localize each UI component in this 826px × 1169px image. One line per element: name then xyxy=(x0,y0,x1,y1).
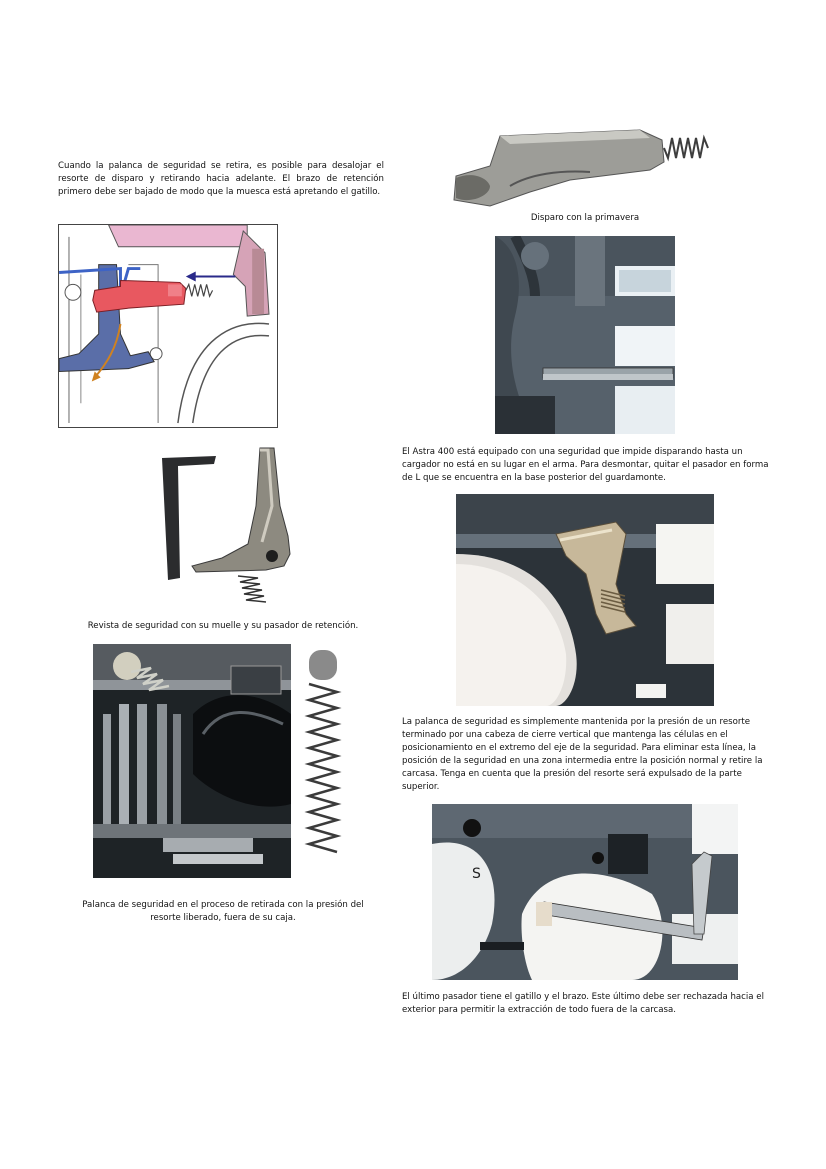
safety-lever-removal-photo xyxy=(93,644,353,878)
astra-400-description: El Astra 400 está equipado con una seguridad que impide disparando hasta un cargador no está en su lugar en el arma. Para desmontar, quitar el pasador en forma de L que se encuentra en la base posterior del guardamonte. xyxy=(402,447,769,483)
diagram-drawing xyxy=(59,225,277,427)
trigger-spring-image xyxy=(450,126,720,210)
safety-parts-image xyxy=(156,446,294,606)
astra-400-image xyxy=(495,236,675,434)
trigger-spring-photo xyxy=(450,126,720,210)
intro-paragraph: Cuando la palanca de seguridad se retira, es posible para desalojar el resorte de disparo y retirando hacia adelante. El brazo de retención primero debe ser bajado de modo que la muesca está apretando el gatillo. xyxy=(58,161,384,197)
safety-mechanism-diagram xyxy=(58,224,278,428)
astra-400-photo xyxy=(495,236,675,434)
caption-safety-magazine: Revista de seguridad con su muelle y su pasador de retención. xyxy=(87,621,359,631)
last-pin-description: El último pasador tiene el gatillo y el brazo. Este último debe ser rechazada hacia el exterior para permitir la extracción de todo fuera de la carcasa. xyxy=(402,992,764,1015)
last-pin-photo xyxy=(432,804,738,980)
safety-lever-image xyxy=(93,644,353,878)
caption-safety-lever: Palanca de seguridad en el proceso de retirada con la presión del resorte liberado, fuera de su caja. xyxy=(82,900,364,923)
safety-lever-spring-image xyxy=(456,494,714,706)
safety-magazine-photo xyxy=(156,446,294,606)
safety-lever-spring-description: La palanca de seguridad es simplemente mantenida por la presión de un resorte terminado por una cabeza de cierre vertical que mantenga las células en el posicionamiento en el extremo del eje de la seguridad. Para eliminar esta línea, la posición de la seguridad en una zona intermedia entre la posición normal y retire la carcasa. Tenga en cuenta que la presión del resorte será expulsado de la parte superior. xyxy=(402,717,763,792)
svg-text:S: S xyxy=(472,866,481,882)
safety-lever-spring-photo xyxy=(456,494,714,706)
caption-trigger-spring: Disparo con la primavera xyxy=(530,213,640,223)
last-pin-image xyxy=(432,804,738,980)
